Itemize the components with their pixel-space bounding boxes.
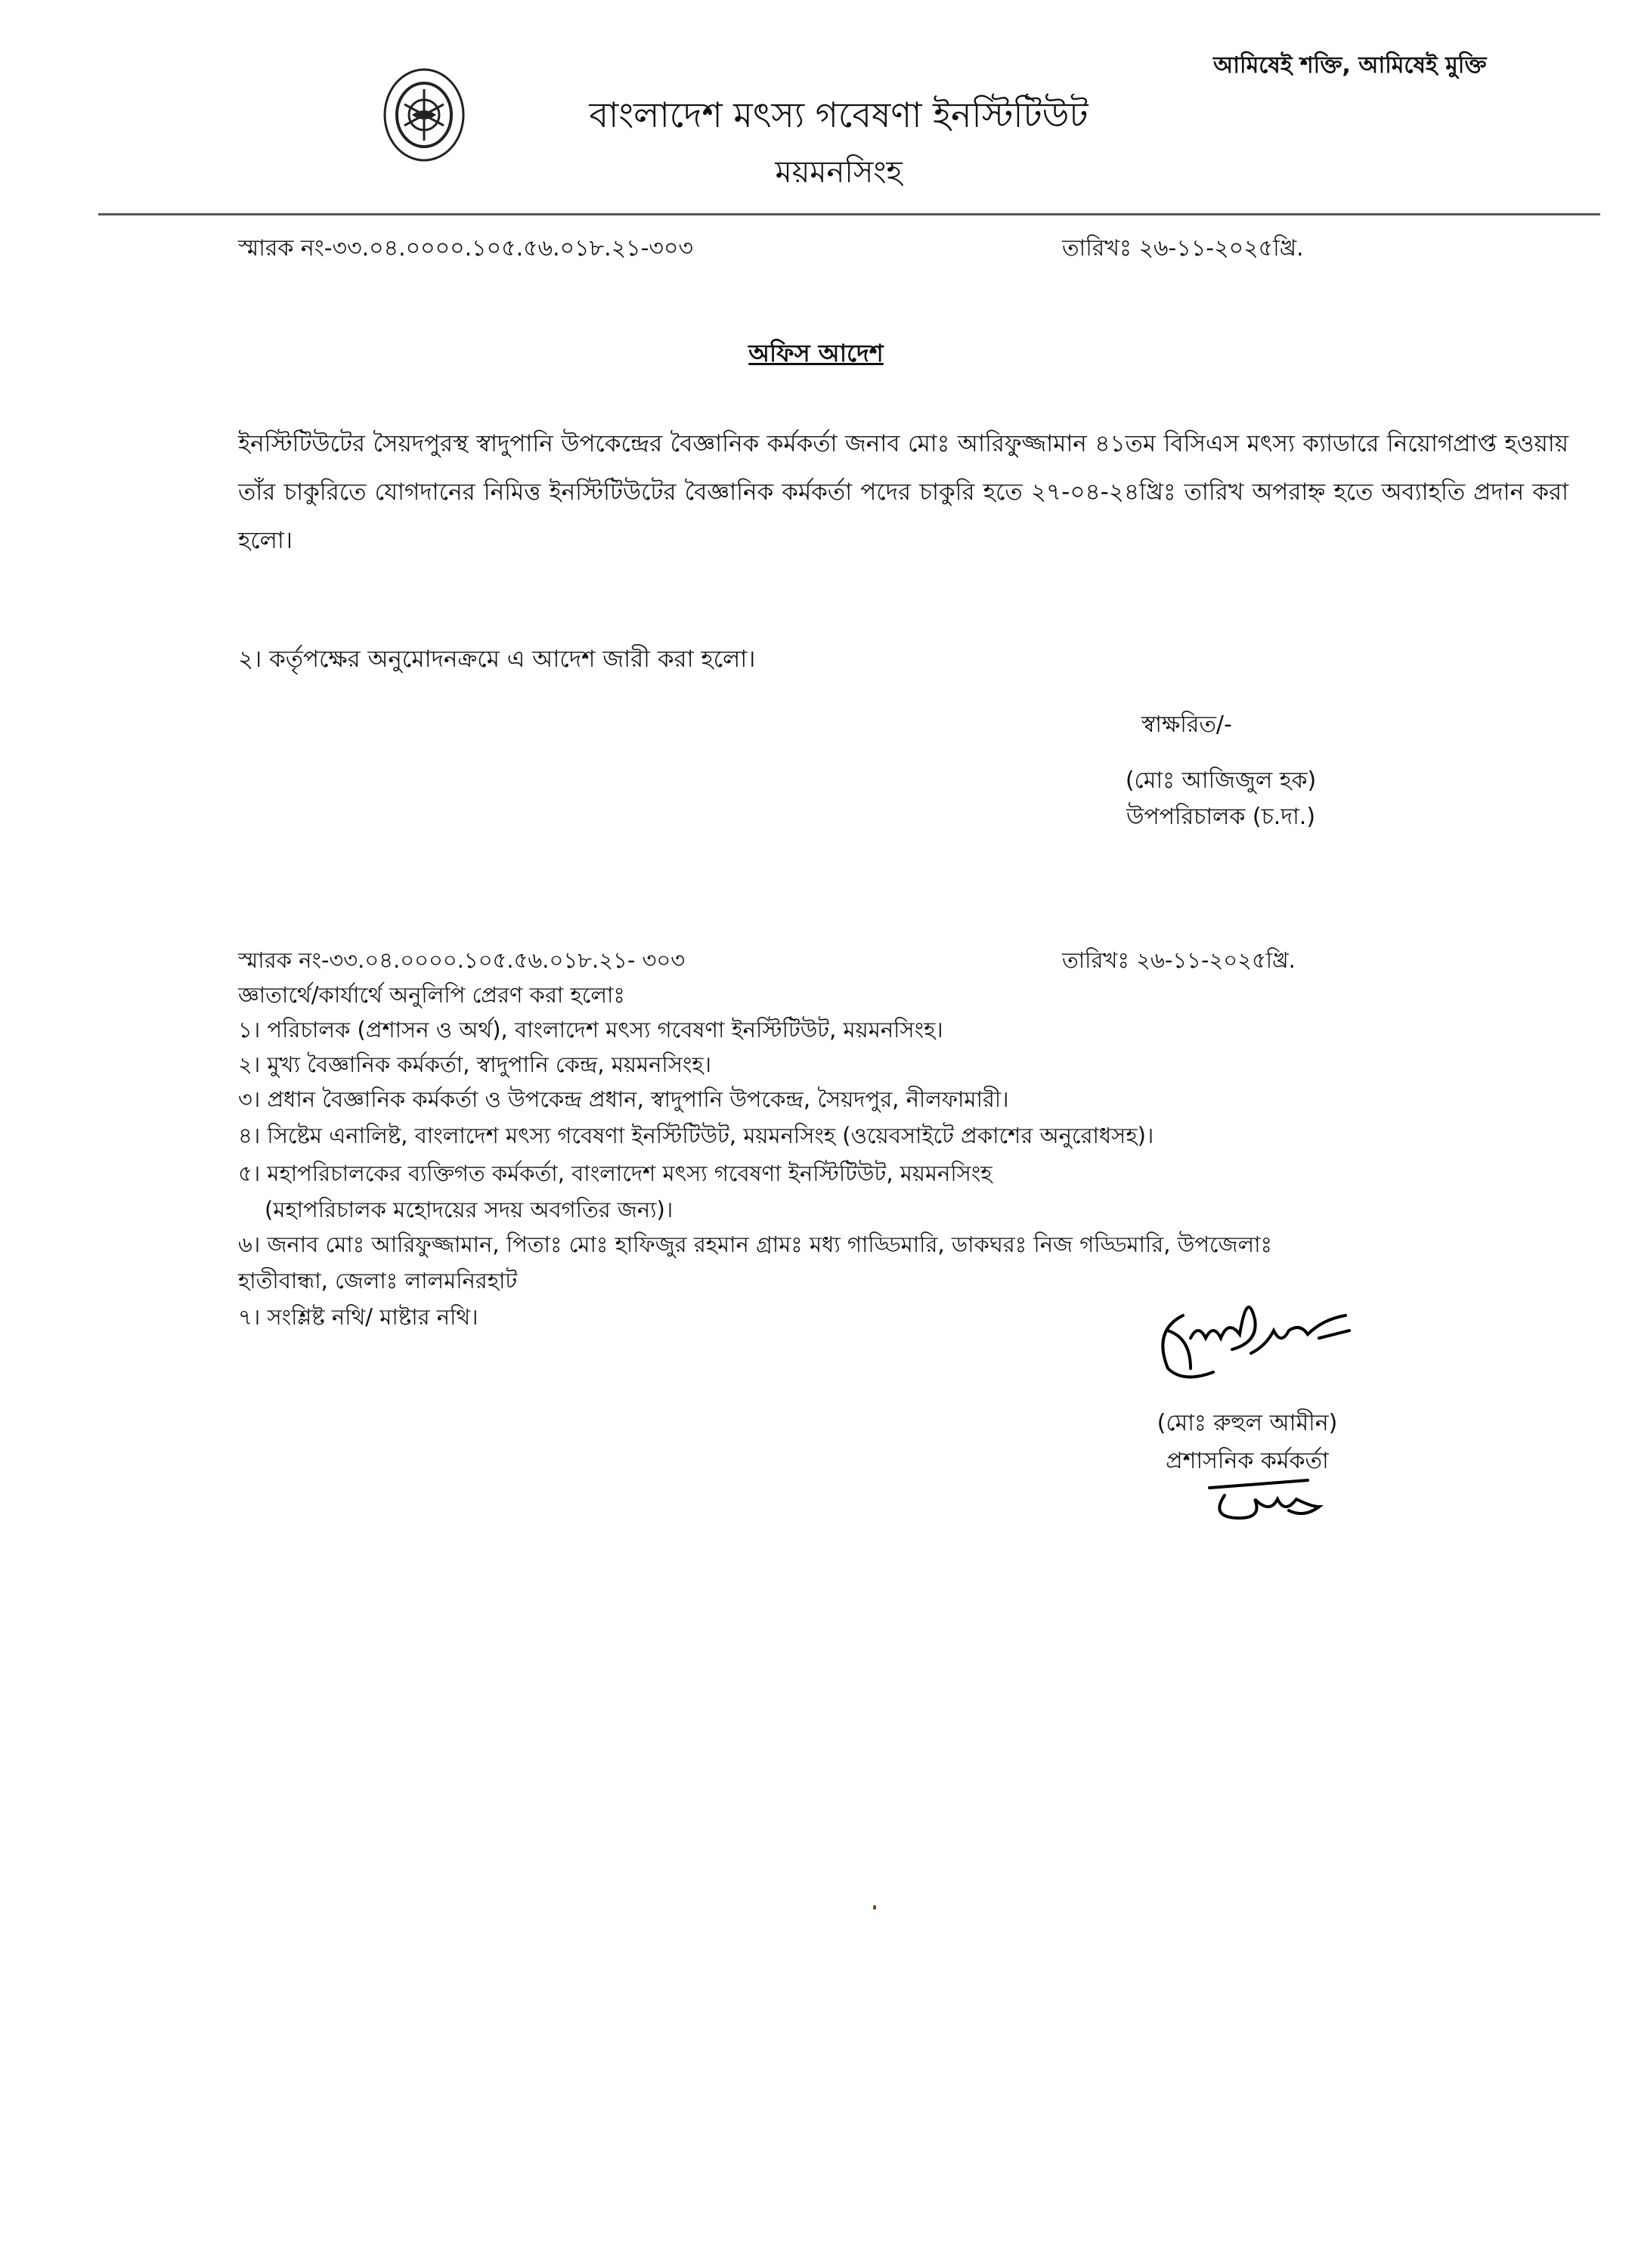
scan-speck <box>873 1905 876 1910</box>
copy-item: ১। পরিচালক (প্রশাসন ও অর্থ), বাংলাদেশ মৎস্য গবেষণা ইনস্টিটিউট, ময়মনসিংহ। <box>238 1017 943 1043</box>
order-paragraph-2: ২। কর্তৃপক্ষের অনুমোদনক্রমে এ আদেশ জারী করা হলো। <box>238 646 756 673</box>
signatory2-designation: প্রশাসনিক কর্মকর্তা <box>1166 1448 1329 1474</box>
copy-item: ২। মুখ্য বৈজ্ঞানিক কর্মকর্তা, স্বাদুপানি কেন্দ্র, ময়মনসিংহ। <box>238 1052 711 1077</box>
copy-item-continuation: (মহাপরিচালক মহোদয়ের সদয় অবগতির জন্য)। <box>265 1197 674 1222</box>
handwritten-signature <box>1138 1285 1364 1391</box>
organization-name: বাংলাদেশ মৎস্য গবেষণা ইনস্টিটিউট <box>589 94 1089 135</box>
organization-location: ময়মনসিংহ <box>775 155 903 190</box>
copy-memo-date: তারিখঃ ২৬-১১-২০২৫খ্রি. <box>1062 947 1296 973</box>
order-heading <box>0 334 1632 375</box>
memo-date: তারিখঃ ২৬-১১-২০২৫খ্রি. <box>1062 235 1304 262</box>
order-paragraph-1: ইনস্টিটিউটের সৈয়দপুরস্থ স্বাদুপানি উপকেন্দ্রের বৈজ্ঞানিক কর্মকর্তা জনাব মোঃ আরিফুজ্জামান ৪১তম বিসিএস মৎস্য ক্যাডারে নিয়োগপ্রাপ্ত হওয়ায় তাঁর চাকুরিতে যোগদানের নিমিত্ত ইনস্টিটিউটের বৈজ্ঞানিক কর্মকর্তা পদের চাকুরি হতে ২৭-০৪-২৪খ্রিঃ তারিখ অপরাহ্ন হতে অব্যাহতি প্রদান করা হলো। <box>238 430 1569 554</box>
copy-memo-number: স্মারক নং-৩৩.০৪.০০০০.১০৫.৫৬.০১৮.২১- ৩০৩ <box>238 947 686 973</box>
order-heading-text: অফিস আদেশ <box>748 339 884 367</box>
signatory2-name: (মোঃ রুহুল আমীন) <box>1157 1410 1338 1436</box>
copy-item: ৩। প্রধান বৈজ্ঞানিক কর্মকর্তা ও উপকেন্দ্র প্রধান, স্বাদুপানি উপকেন্দ্র, সৈয়দপুর, নীলফামারী। <box>238 1086 1009 1112</box>
copy-item-continuation: হাতীবান্ধা, জেলাঃ লালমনিরহাট <box>238 1268 518 1294</box>
copy-item: ৬। জনাব মোঃ আরিফুজ্জামান, পিতাঃ মোঃ হাফিজুর রহমান গ্রামঃ মধ্য গাড্ডিমারি, ডাকঘরঃ নিজ গড্ডিমারি, উপজেলাঃ <box>238 1232 1273 1257</box>
header-divider <box>98 213 1600 215</box>
motto: আমিষেই শক্তি, আমিষেই মুক্তি <box>1213 52 1487 79</box>
signed-label: স্বাক্ষরিত/- <box>1141 711 1232 738</box>
signatory1-designation: উপপরিচালক (চ.দা.) <box>1126 804 1316 830</box>
handwritten-initials <box>1202 1473 1338 1526</box>
copy-item: ৭। সংশ্লিষ্ট নথি/ মাষ্টার নথি। <box>238 1304 478 1330</box>
copy-item: ৫। মহাপরিচালকের ব্যক্তিগত কর্মকর্তা, বাংলাদেশ মৎস্য গবেষণা ইনস্টিটিউট, ময়মনসিংহ <box>238 1160 993 1186</box>
memo-number: স্মারক নং-৩৩.০৪.০০০০.১০৫.৫৬.০১৮.২১-৩০৩ <box>238 235 693 262</box>
copy-intro: জ্ঞাতার্থে/কার্যার্থে অনুলিপি প্রেরণ করা হলোঃ <box>238 982 625 1008</box>
signatory1-name: (মোঃ আজিজুল হক) <box>1125 767 1317 794</box>
copy-item: ৪। সিষ্টেম এনালিষ্ট, বাংলাদেশ মৎস্য গবেষণা ইনস্টিটিউট, ময়মনসিংহ (ওয়েবসাইটে প্রকাশের অনুরোধসহ)। <box>238 1123 1154 1148</box>
